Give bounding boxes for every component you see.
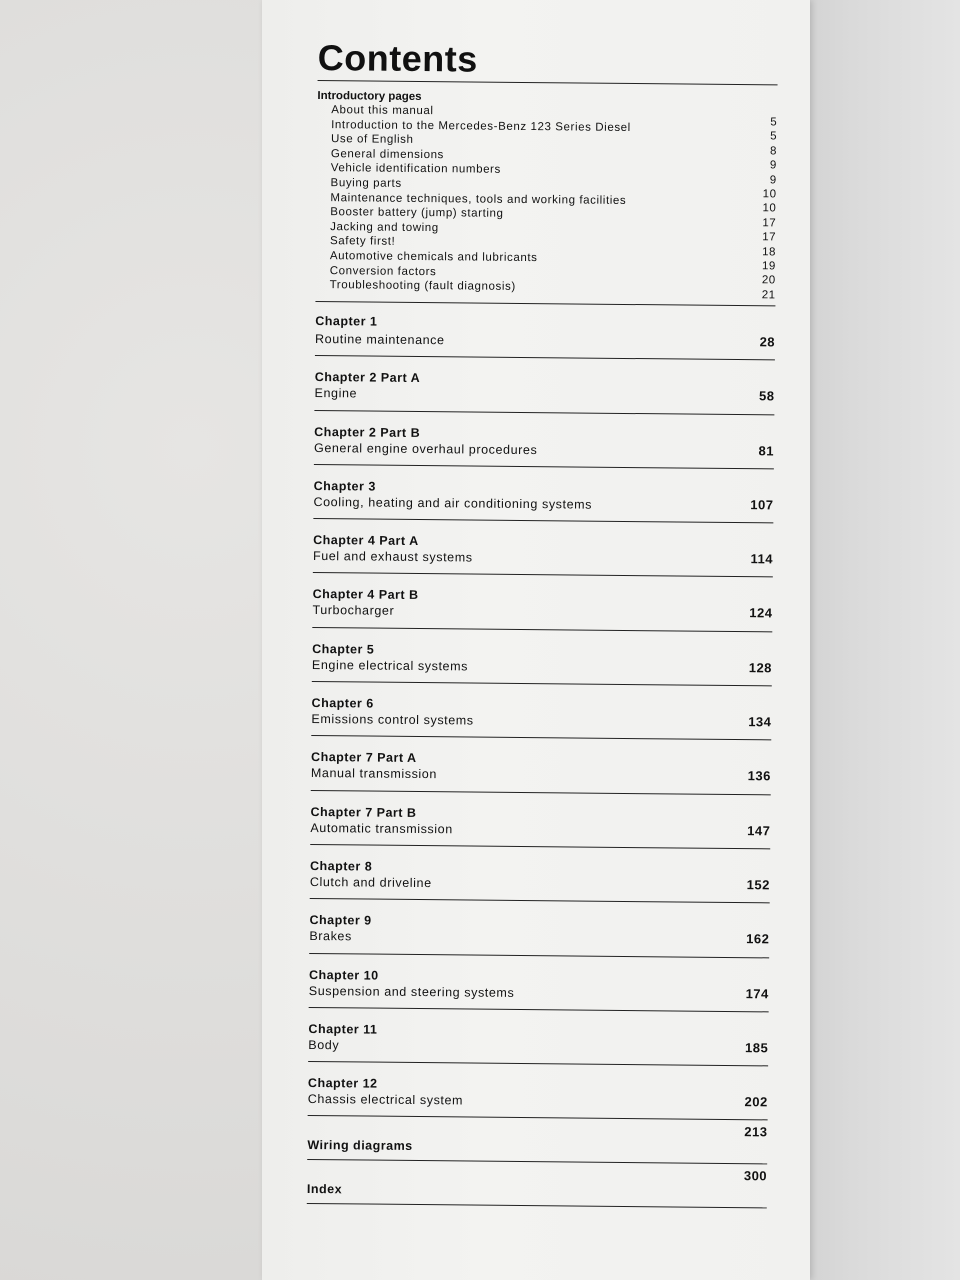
extra-page-number: 213	[744, 1124, 768, 1140]
chapter-label: Chapter 4 Part A	[313, 533, 419, 549]
chapter-entry	[309, 954, 770, 1013]
extra-page-number: 300	[743, 1168, 768, 1184]
chapter-entry	[312, 573, 773, 632]
chapter-title: Suspension and steering systems	[308, 983, 515, 1000]
book-page	[262, 0, 810, 1280]
intro-item: General dimensions	[330, 147, 444, 161]
intro-page-number: 5	[770, 116, 778, 129]
intro-item: About this manual	[331, 104, 434, 118]
chapter-page-number: 152	[746, 877, 770, 893]
chapter-label: Chapter 4 Part B	[312, 587, 419, 603]
chapter-entry	[311, 682, 772, 741]
chapter-label: Chapter 7 Part A	[311, 750, 417, 766]
chapter-page-number: 174	[745, 985, 769, 1001]
intro-item: Troubleshooting (fault diagnosis)	[329, 279, 516, 294]
intro-item: Safety first!	[329, 235, 396, 249]
chapter-title: Emissions control systems	[311, 712, 474, 728]
chapter-title: Fuel and exhaust systems	[312, 549, 473, 565]
intro-page-number: 9	[769, 159, 777, 172]
chapter-page-number: 28	[759, 334, 776, 350]
chapter-label: Chapter 1	[315, 313, 378, 329]
chapter-entry	[313, 519, 773, 578]
chapter-title: Engine	[314, 386, 358, 401]
chapter-page-number: 58	[759, 388, 775, 404]
chapter-page-number: 128	[748, 659, 773, 676]
intro-item: Automotive chemicals and lubricants	[329, 250, 538, 265]
intro-item: Conversion factors	[329, 264, 437, 278]
chapter-label: Chapter 2 Part B	[314, 424, 421, 440]
intro-page-number: 10	[762, 202, 777, 215]
chapter-entry	[315, 302, 776, 361]
index-entry	[307, 1160, 767, 1208]
chapter-entry	[309, 899, 769, 958]
chapter-label: Chapter 8	[309, 858, 373, 874]
chapter-page-number: 136	[747, 768, 771, 784]
intro-page-number: 17	[762, 231, 777, 244]
chapter-entry	[308, 1062, 769, 1121]
chapter-title: Automatic transmission	[310, 820, 453, 837]
chapter-title: Engine electrical systems	[311, 657, 469, 674]
chapter-title: Clutch and driveline	[309, 874, 432, 891]
intro-page-number: 10	[762, 188, 777, 201]
chapter-entry	[312, 628, 773, 687]
chapter-label: Chapter 2 Part A	[314, 370, 421, 386]
intro-item: Booster battery (jump) starting	[330, 206, 504, 220]
chapter-label: Chapter 11	[308, 1021, 378, 1037]
chapter-entry	[310, 845, 771, 904]
intro-page-number: 20	[761, 274, 776, 287]
introductory-page-numbers	[735, 115, 777, 303]
chapter-entry	[314, 356, 775, 415]
introductory-section	[315, 89, 777, 305]
chapter-page-number: 162	[746, 931, 770, 947]
chapter-entry	[310, 791, 771, 850]
chapter-page-number: 185	[745, 1040, 769, 1056]
intro-item: Jacking and towing	[330, 220, 439, 234]
chapter-title: Cooling, heating and air conditioning systems	[313, 494, 593, 512]
chapter-page-number: 114	[750, 551, 774, 567]
chapter-label: Chapter 6	[311, 696, 374, 711]
extra-label: Wiring diagrams	[307, 1138, 413, 1154]
chapter-label: Chapter 12	[307, 1076, 378, 1091]
chapter-page-number: 81	[758, 442, 775, 458]
chapter-page-number: 134	[748, 714, 772, 730]
chapter-title: General engine overhaul procedures	[313, 440, 538, 457]
wiring-diagrams-entry	[307, 1116, 767, 1164]
intro-item: Introduction to the Mercedes-Benz 123 Series Diesel	[331, 118, 631, 134]
chapter-title: Brakes	[309, 929, 352, 944]
intro-item: Vehicle identification numbers	[330, 162, 501, 177]
intro-page-number: 17	[762, 217, 777, 230]
chapter-list	[307, 302, 776, 1209]
introductory-list	[330, 103, 692, 296]
introductory-heading: Introductory pages	[317, 89, 422, 103]
extra-label: Index	[306, 1182, 343, 1197]
chapter-entry	[311, 736, 772, 795]
chapter-label: Chapter 9	[309, 913, 372, 928]
intro-item: Maintenance techniques, tools and working facilities	[330, 191, 627, 207]
intro-page-number: 5	[770, 130, 778, 143]
intro-page-number: 9	[769, 173, 777, 187]
chapter-entry	[308, 1008, 769, 1067]
chapter-label: Chapter 7 Part B	[310, 804, 417, 820]
chapter-entry	[314, 411, 775, 470]
chapter-title: Turbocharger	[312, 603, 395, 619]
chapter-label: Chapter 5	[312, 641, 375, 657]
chapter-page-number: 124	[749, 605, 773, 621]
contents-block	[307, 36, 778, 1209]
intro-page-number: 21	[761, 289, 776, 302]
chapter-title: Routine maintenance	[315, 331, 445, 348]
page-title: Contents	[317, 36, 478, 80]
chapter-label: Chapter 3	[313, 478, 376, 494]
intro-page-number: 19	[761, 260, 776, 273]
intro-item: Buying parts	[330, 177, 402, 190]
chapter-label: Chapter 10	[308, 967, 379, 983]
chapter-title: Body	[308, 1037, 340, 1053]
intro-item: Use of English	[330, 133, 414, 147]
chapter-title: Manual transmission	[310, 766, 438, 782]
chapter-page-number: 147	[747, 822, 771, 839]
chapter-entry	[313, 465, 774, 524]
chapter-page-number: 107	[750, 497, 774, 513]
chapter-title: Chassis electrical system	[307, 1092, 464, 1108]
intro-page-number: 18	[762, 245, 777, 259]
chapter-page-number: 202	[744, 1094, 768, 1110]
intro-page-number: 8	[769, 145, 777, 158]
